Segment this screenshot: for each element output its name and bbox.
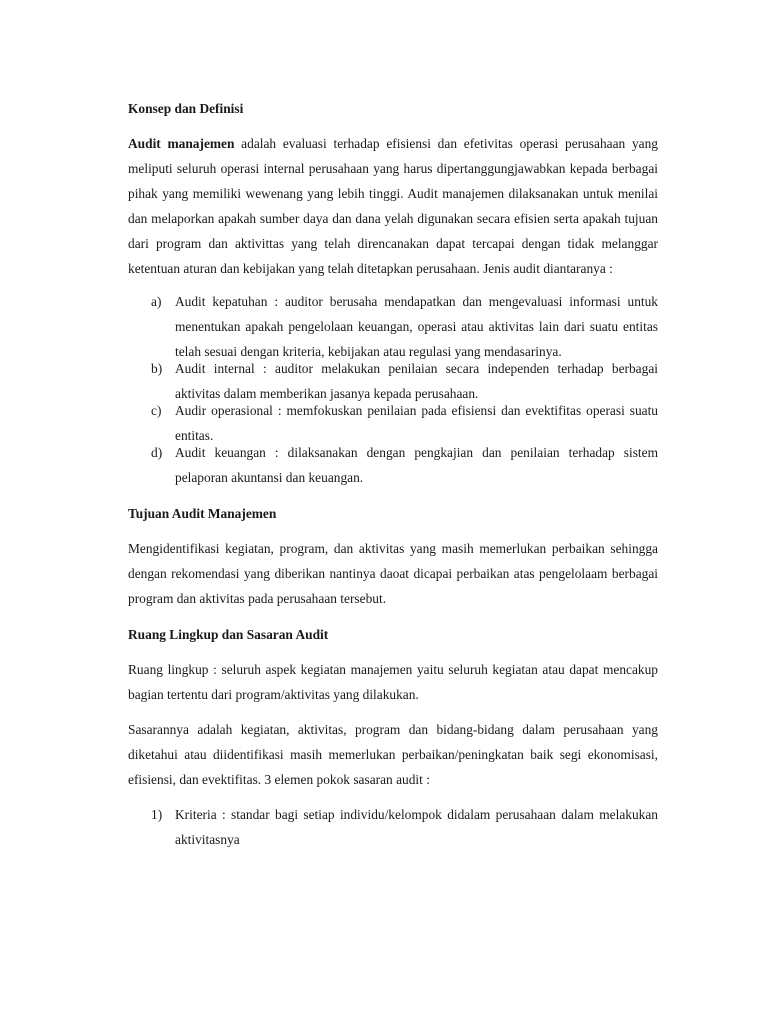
- list-marker: 1): [151, 807, 163, 822]
- list-marker: d): [151, 445, 163, 460]
- list-item: [128, 440, 658, 490]
- section-heading-ruang-lingkup: Ruang Lingkup dan Sasaran Audit: [128, 627, 329, 642]
- document-page: [128, 96, 658, 852]
- list-item-text: Kriteria : standar bagi setiap individu/kelompok didalam perusahaan dalam melakukan aktivitasnya: [175, 807, 658, 847]
- list-marker: b): [151, 361, 163, 376]
- list-item: [128, 802, 658, 852]
- paragraph-ruang-lingkup: Ruang lingkup : seluruh aspek kegiatan manajemen yaitu seluruh kegiatan atau dapat mencakup bagian tertentu dari program/aktivitas yang dilakukan.: [128, 662, 658, 702]
- list-item: [128, 289, 658, 364]
- paragraph-sasaran: Sasarannya adalah kegiatan, aktivitas, program dan bidang-bidang dalam perusahaan yang diketahui atau diidentifikasi masih memerlukan perbaikan/peningkatan baik segi ekonomisasi, efisiensi, dan evektifitas. 3 elemen pokok sasaran audit :: [128, 722, 658, 787]
- paragraph-tujuan: Mengidentifikasi kegiatan, program, dan aktivitas yang masih memerlukan perbaikan sehingga dengan rekomendasi yang diberikan nantinya daoat dicapai perbaikan atas pengelolaam berbagai program dan aktivitas pada perusahaan tersebut.: [128, 541, 658, 606]
- list-item-text: Audir operasional : memfokuskan penilaian pada efisiensi dan evektifitas operasi suatu entitas.: [175, 403, 658, 443]
- list-item-text: Audit internal : auditor melakukan penilaian secara independen terhadap berbagai aktivitas dalam memberikan jasanya kepada perusahaan.: [175, 361, 658, 401]
- paragraph-audit-manajemen: [128, 131, 658, 281]
- term-audit-manajemen: Audit manajemen: [128, 136, 235, 151]
- section-heading-tujuan: Tujuan Audit Manajemen: [128, 506, 277, 521]
- paragraph-audit-manajemen-text: adalah evaluasi terhadap efisiensi dan efetivitas operasi perusahaan yang meliputi seluruh operasi internal perusahaan yang harus dipertanggungjawabkan kepada berbagai pihak yang memiliki wewenang yang lebih tinggi. Audit manajemen dilaksanakan untuk menilai dan melaporkan apakah sumber daya dan dana yelah digunakan secara efisien serta apakah tujuan dari program dan aktivittas yang telah direncanakan dapat tercapai dengan tidak melanggar ketentuan aturan dan kebijakan yang telah ditetapkan perusahaan. Jenis audit diantaranya :: [128, 136, 658, 276]
- list-marker: a): [151, 294, 162, 309]
- audit-types-list: [128, 289, 658, 490]
- section-heading-konsep: Konsep dan Definisi: [128, 101, 244, 116]
- list-item-text: Audit kepatuhan : auditor berusaha mendapatkan dan mengevaluasi informasi untuk menentukan apakah pengelolaan keuangan, operasi atau aktivitas lain dari suatu entitas telah sesuai dengan kriteria, kebijakan atau regulasi yang mendasarinya.: [175, 294, 658, 359]
- list-marker: c): [151, 403, 162, 418]
- elements-list: [128, 802, 658, 852]
- list-item-text: Audit keuangan : dilaksanakan dengan pengkajian dan penilaian terhadap sistem pelaporan akuntansi dan keuangan.: [175, 445, 658, 485]
